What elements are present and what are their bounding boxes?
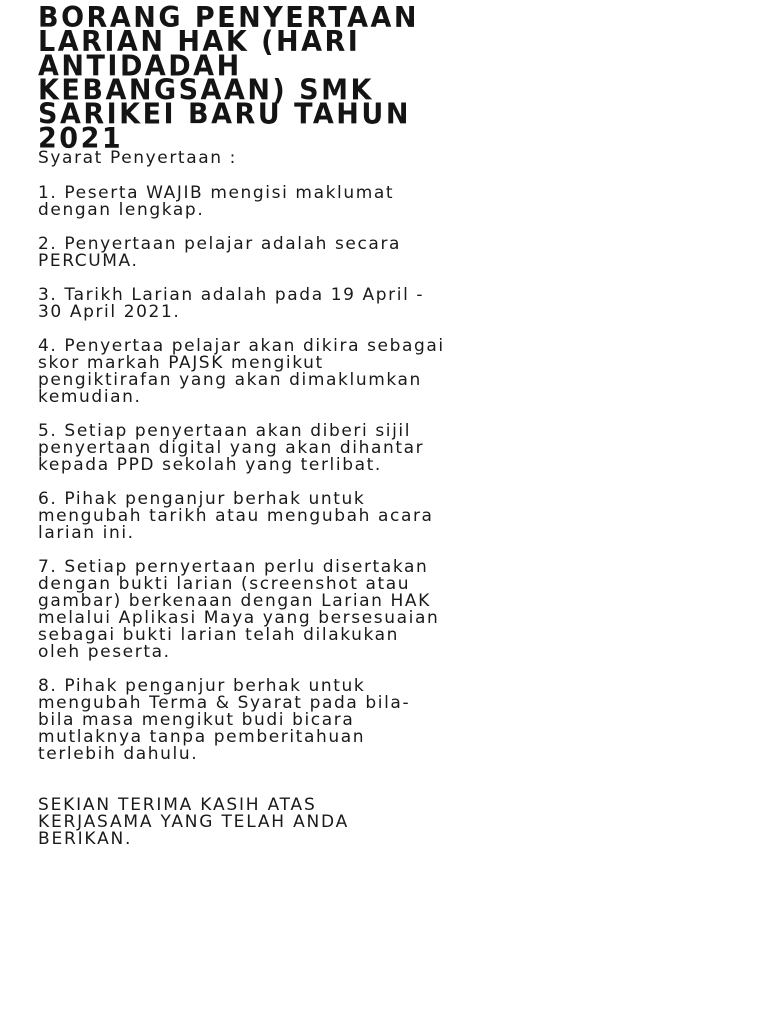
page-title <box>38 1 738 156</box>
title-line: 2021 <box>38 122 124 156</box>
title-line: SARIKEI BARU TAHUN <box>38 98 411 131</box>
form-document <box>38 1 738 849</box>
title-line: LARIAN HAK (HARI <box>38 25 361 59</box>
term-item-5: 5. Setiap penyertaan akan diberi sijil penyertaan digital yang akan dihantar kepada PPD sekolah yang terlibat. <box>38 421 425 475</box>
term-item-8: 8. Pihak penganjur berhak untuk mengubah Terma & Syarat pada bila- bila masa mengikut budi bicara mutlaknya tanpa pemberitahuan terlebih dahulu. <box>38 676 411 764</box>
term-item-3: 3. Tarikh Larian adalah pada 19 April - 30 April 2021. <box>38 285 425 322</box>
terms-heading: Syarat Penyertaan : <box>38 148 237 168</box>
term-item-1: 1. Peserta WAJIB mengisi maklumat dengan lengkap. <box>38 183 395 220</box>
title-line: ANTIDADAH <box>38 50 242 83</box>
title-line: KEBANGSAAN) SMK <box>38 74 374 107</box>
term-item-7: 7. Setiap pernyertaan perlu disertakan dengan bukti larian (screenshot atau gambar) berkenaan dengan Larian HAK melalui Aplikasi Maya yang bersesuaian sebagai bukti larian telah dilakukan oleh peserta. <box>38 557 440 662</box>
title-line: BORANG PENYERTAAN <box>38 1 419 35</box>
term-item-2: 2. Penyertaan pelajar adalah secara PERCUMA. <box>38 234 402 271</box>
terms-list <box>38 185 738 763</box>
closing-note: SEKIAN TERIMA KASIH ATAS KERJASAMA YANG TELAH ANDA BERIKAN. <box>38 795 350 849</box>
term-item-6: 6. Pihak penganjur berhak untuk mengubah tarikh atau mengubah acara larian ini. <box>38 489 434 543</box>
term-item-4: 4. Penyertaa pelajar akan dikira sebagai skor markah PAJSK mengikut pengiktirafan yang akan dimaklumkan kemudian. <box>38 336 445 407</box>
